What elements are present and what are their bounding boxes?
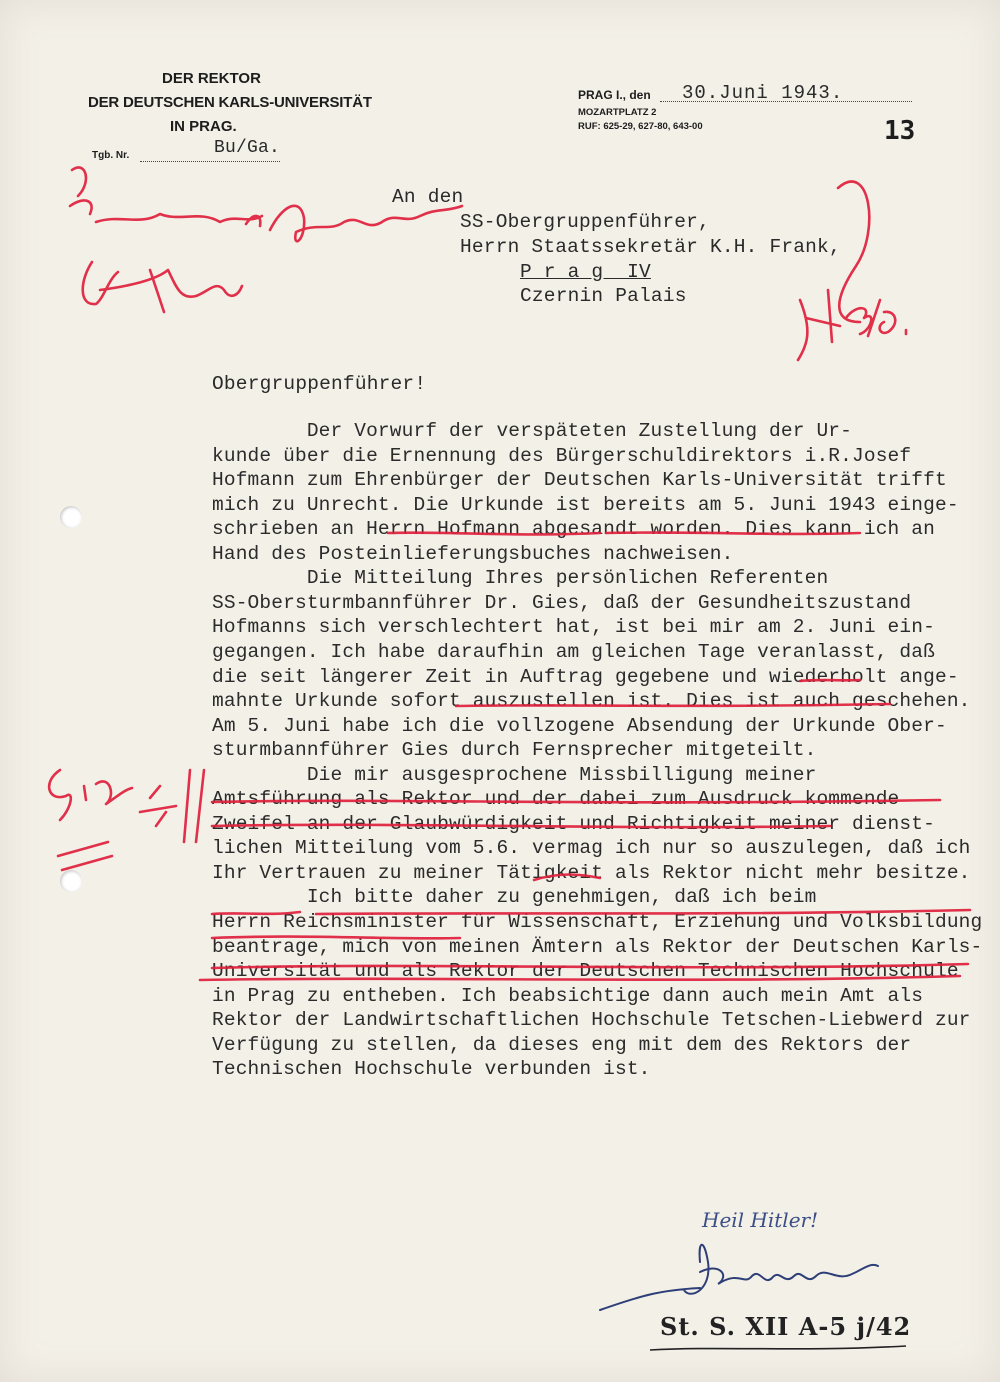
letterhead-university: DER DEUTSCHEN KARLS-UNIVERSITÄT xyxy=(88,94,372,111)
letterhead-title: DER REKTOR xyxy=(162,70,261,87)
body-line: Rektor der Landwirtschaftlichen Hochschule Tetschen-Liebwerd zur xyxy=(212,1009,971,1032)
letterhead-city: IN PRAG. xyxy=(170,118,237,135)
body-line: Hofmanns sich verschlechtert hat, ist bei mir am 2. Juni ein- xyxy=(212,616,935,639)
body-line: Die mir ausgesprochene Missbilligung meiner xyxy=(212,763,817,786)
tgb-reference: Bu/Ga. xyxy=(214,138,281,158)
body-line: Der Vorwurf der verspäteten Zustellung der Ur- xyxy=(212,420,853,442)
body-line: Die Mitteilung Ihres persönlichen Referenten xyxy=(212,567,829,590)
body-line: lichen Mitteilung vom 5.6. vermag ich nur so auszulegen, daß ich xyxy=(212,837,971,860)
body-line: sturmbannführer Gies durch Fernsprecher mitgeteilt. xyxy=(212,739,817,762)
body-line: beantrage, mich von meinen Ämtern als Rektor der Deutschen Karls- xyxy=(212,935,983,958)
body-line: kunde über die Ernennung des Bürgerschuldirektors i.R.Josef xyxy=(212,444,912,467)
body-line: Zweifel an der Glaubwürdigkeit und Richtigkeit meiner dienst- xyxy=(212,812,935,835)
body-line: Universität und als Rektor der Deutschen Technischen Hochschule xyxy=(212,960,959,983)
body-line: die seit längerer Zeit in Auftrag gegebene und wiederholt ange- xyxy=(212,665,959,688)
body-line: Hand des Posteinlieferungsbuches nachweisen. xyxy=(212,542,734,565)
body-line: schrieben an Herrn Hofmann abgesandt worden. Dies kann ich an xyxy=(212,518,935,541)
address: MOZARTPLATZ 2 xyxy=(578,107,657,118)
recipient-city: P r a g IV xyxy=(520,261,651,283)
page-number: 13 xyxy=(884,116,916,146)
letter-date: 30.Juni 1943. xyxy=(682,82,844,104)
body-line: Herrn Reichsminister für Wissenschaft, Erziehung und Volksbildung xyxy=(212,911,983,933)
body-line: SS-Obersturmbannführer Dr. Gies, daß der Gesundheitszustand xyxy=(212,591,912,614)
tgb-label: Tgb. Nr. xyxy=(92,150,130,161)
body-line: mahnte Urkunde sofort auszustellen ist. Dies ist auch geschehen. xyxy=(212,690,971,713)
body-line: Ich bitte daher zu genehmigen, daß ich beim xyxy=(212,886,817,909)
closing-greeting: Heil Hitler! xyxy=(702,1208,819,1232)
body-line: Ihr Vertrauen zu meiner Tätigkeit als Rektor nicht mehr besitze. xyxy=(212,861,971,884)
body-line: Technischen Hochschule verbunden ist. xyxy=(212,1058,651,1081)
body-line: mich zu Unrecht. Die Urkunde ist bereits am 5. Juni 1943 einge- xyxy=(212,493,959,516)
body-line: Amtsführung als Rektor und der dabei zum Ausdruck kommende xyxy=(212,788,900,811)
recipient-rank: SS-Obergruppenführer, xyxy=(460,211,710,233)
body-line: Hofmann zum Ehrenbürger der Deutschen Karls-Universität trifft xyxy=(212,469,947,492)
filing-stamp: St. S. XII A-5 j/42 xyxy=(660,1312,912,1341)
body-line: Am 5. Juni habe ich die vollzogene Absendung der Urkunde Ober- xyxy=(212,714,947,737)
body-line: gegangen. Ich habe daraufhin am gleichen Tage veranlasst, daß xyxy=(212,640,935,663)
place-label: PRAG I., den xyxy=(578,88,651,102)
body-line: in Prag zu entheben. Ich beabsichtige dann auch mein Amt als xyxy=(212,984,924,1007)
body-line: Verfügung zu stellen, da dieses eng mit dem des Rektors der xyxy=(212,1033,912,1056)
phone-numbers: RUF: 625-29, 627-80, 643-00 xyxy=(578,121,703,132)
recipient-to: An den xyxy=(392,186,464,208)
salutation: Obergruppenführer! xyxy=(212,373,427,395)
recipient-name: Herrn Staatssekretär K.H. Frank, xyxy=(460,236,841,258)
recipient-building: Czernin Palais xyxy=(520,285,687,307)
